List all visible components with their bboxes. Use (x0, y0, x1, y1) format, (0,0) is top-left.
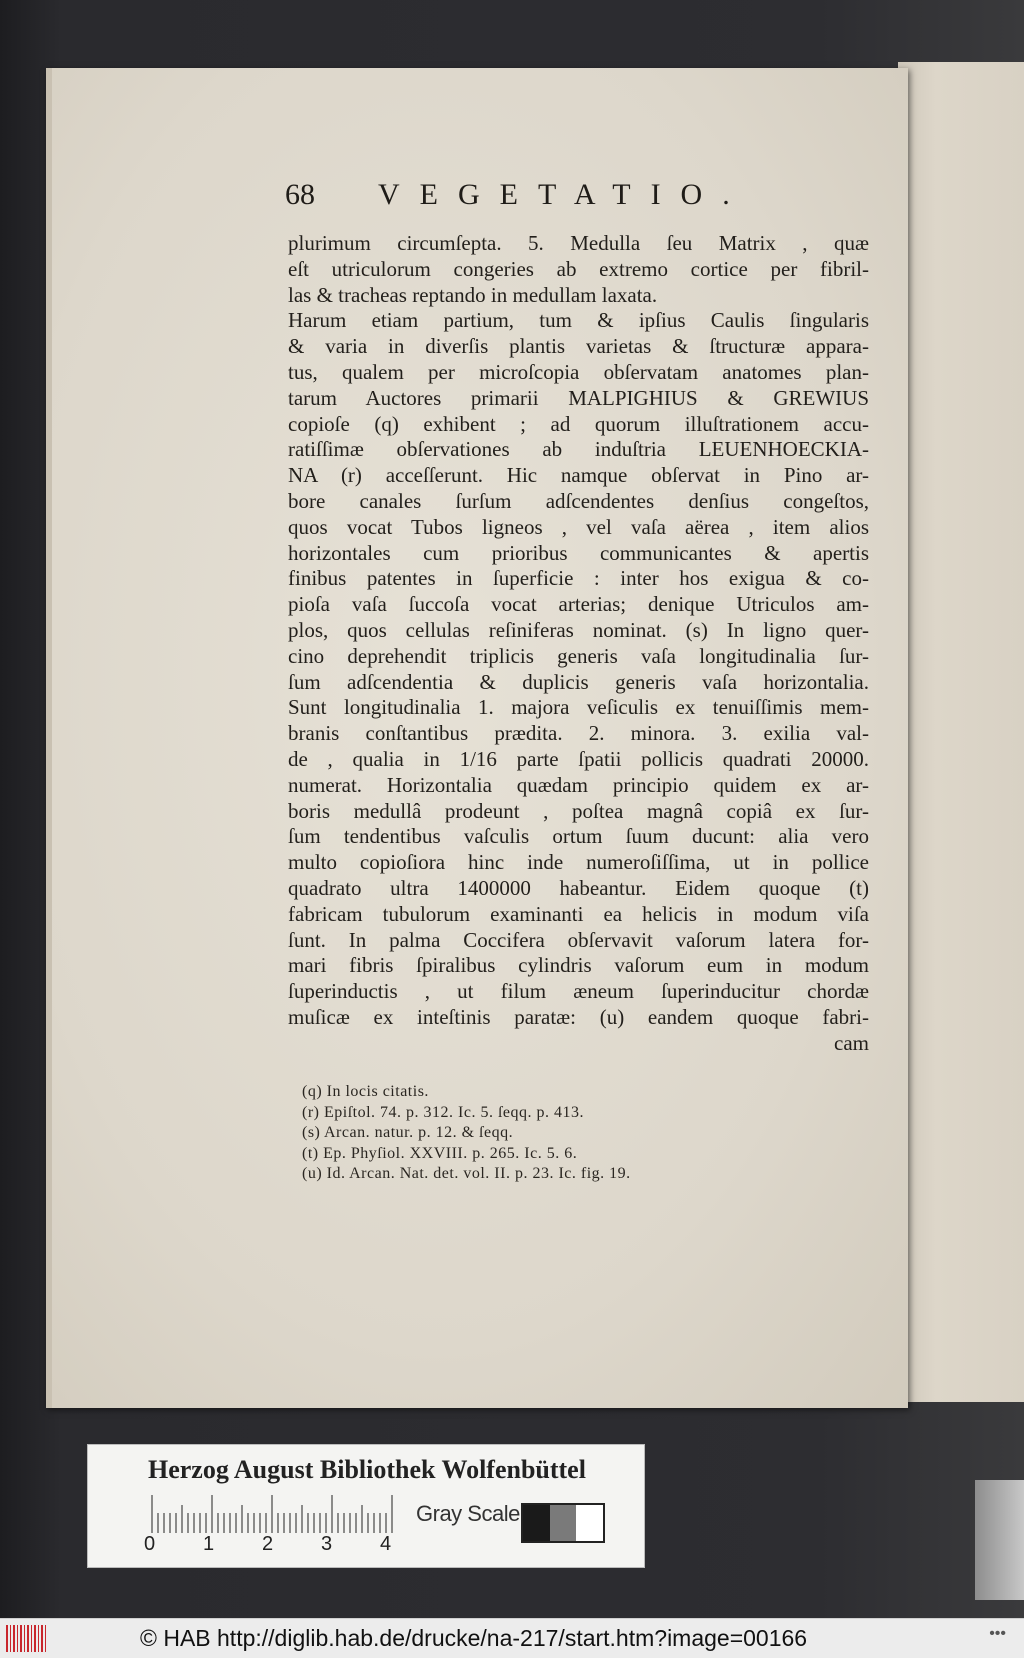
text-line: plurimum circumſepta. 5. Medulla ſeu Matrix , quæ (288, 231, 869, 255)
ruler-number: 2 (262, 1533, 274, 1555)
hab-logo-icon (6, 1625, 46, 1652)
running-head (285, 178, 815, 218)
footnote: (q) In locis citatis. (302, 1083, 429, 1100)
text-line: NA (r) acceſſerunt. Hic namque obſervat in Pino ar- (288, 463, 869, 488)
facing-page-edge (898, 62, 1024, 1402)
text-line: Sunt longitudinalia 1. majora veſiculis ex tenuiſſimis mem- (288, 695, 869, 720)
text-line: ſum tendentibus vaſculis ortum ſuum ducunt: alia vero (288, 824, 869, 849)
text-line: numerat. Horizontalia quædam principio quidem ex ar- (288, 772, 869, 797)
text-line: mari fibris ſpiralibus cylindris vaſorum eum in modum (288, 953, 869, 978)
text-line: ratiſſimæ obſervationes ab induſtria LEUENHOECKIA- (288, 437, 869, 462)
text-line: plos, quos cellulas reſiniferas nominat. (s) In ligno quer- (288, 617, 869, 642)
text-line: horizontales cum prioribus communicantes & apertis (288, 540, 869, 565)
text-line: ſuperinductis , ut filum æneum ſuperinducitur chordæ (288, 979, 869, 1004)
text-line: tarum Auctores primarii MALPIGHIUS & GREWIUS (288, 385, 869, 410)
ruler-number: 3 (321, 1533, 333, 1555)
text-line: fabricam tubulorum examinanti ea helicis in modum viſa (288, 901, 869, 926)
ruler-number: 1 (203, 1533, 215, 1555)
text-line: quos vocat Tubos ligneos , vel vaſa aërea , item alios (288, 514, 869, 539)
footer-bar (0, 1618, 1024, 1658)
library-color-bar (88, 1445, 644, 1567)
text-line: las & tracheas reptando in medullam laxata. (288, 282, 658, 307)
footnote: (s) Arcan. natur. p. 12. & ſeqq. (302, 1124, 514, 1141)
gray-swatch-cell (576, 1505, 603, 1541)
text-line: tus, qualem per microſcopia obſervatam anatomes plan- (288, 359, 869, 384)
copyright-url[interactable]: © HAB http://diglib.hab.de/drucke/na-217/start.htm?image=00166 (140, 1625, 808, 1651)
footnote: (t) Ep. Phyſiol. XXVIII. p. 265. Ic. 5. 6. (302, 1144, 578, 1162)
text-line: quadrato ultra 1400000 habeantur. Eidem quoque (t) (288, 875, 869, 900)
text-line: Harum etiam partium, tum & ipſius Caulis ſingularis (288, 308, 869, 333)
text-line: copioſe (q) exhibent ; ad quorum illuſtrationem accu- (288, 411, 869, 436)
text-line: finibus patentes in ſuperficie : inter hos exigua & co- (288, 566, 869, 591)
text-line: multo copioſiora hinc inde numeroſiſſima, ut in pollice (288, 850, 869, 875)
text-line: pioſa vaſa ſuccoſa vocat arterias; denique Utriculos am- (288, 592, 869, 617)
library-name: Herzog August Bibliothek Wolfenbüttel (148, 1455, 586, 1484)
text-line: de , qualia in 1/16 parte ſpatii pollicis quadrati 20000. (288, 746, 869, 771)
page-number: 68 (285, 178, 315, 211)
text-line: eſt utriculorum congeries ab extremo cortice per fibril- (288, 256, 869, 281)
text-line: ſum adſcendentia & duplicis generis vaſa horizontalia. (288, 669, 869, 694)
running-head-title: VEGETATIO. (378, 178, 750, 211)
footnote: (r) Epiſtol. 74. p. 312. Ic. 5. ſeqq. p. 413. (302, 1103, 585, 1121)
gray-scale-swatch (521, 1503, 605, 1543)
text-line: cam (834, 1030, 869, 1055)
footnotes (302, 1082, 862, 1185)
ruler-number: 4 (380, 1533, 392, 1555)
ruler-scale (150, 1493, 400, 1533)
text-line: cino deprehendit triplicis generis vaſa longitudinalia ſur- (288, 643, 869, 668)
footnote: (u) Id. Arcan. Nat. det. vol. II. p. 23. Ic. fig. 19. (302, 1165, 631, 1182)
side-slip (975, 1480, 1024, 1600)
text-line: bore canales ſurſum adſcendentes denſius congeſtos, (288, 488, 869, 513)
text-line: branis conſtantibus prædita. 2. minora. 3. exilia val- (288, 721, 869, 746)
text-line: muſicæ ex inteſtinis paratæ: (u) eandem quoque fabri- (288, 1004, 869, 1029)
more-icon[interactable]: ••• (989, 1625, 1006, 1642)
gray-scale-label: Gray Scale (416, 1501, 520, 1526)
book-page (46, 68, 908, 1408)
ruler-number: 0 (144, 1533, 156, 1555)
gray-swatch-cell (523, 1505, 550, 1541)
text-line: ſunt. In palma Coccifera obſervavit vaſorum latera for- (288, 927, 869, 952)
body-text (288, 231, 869, 1057)
text-line: boris medullâ prodeunt , poſtea magnâ copiâ ex ſur- (288, 798, 869, 823)
gray-swatch-cell (550, 1505, 577, 1541)
text-line: & varia in diverſis plantis varietas & ſtructuræ appara- (288, 334, 869, 359)
